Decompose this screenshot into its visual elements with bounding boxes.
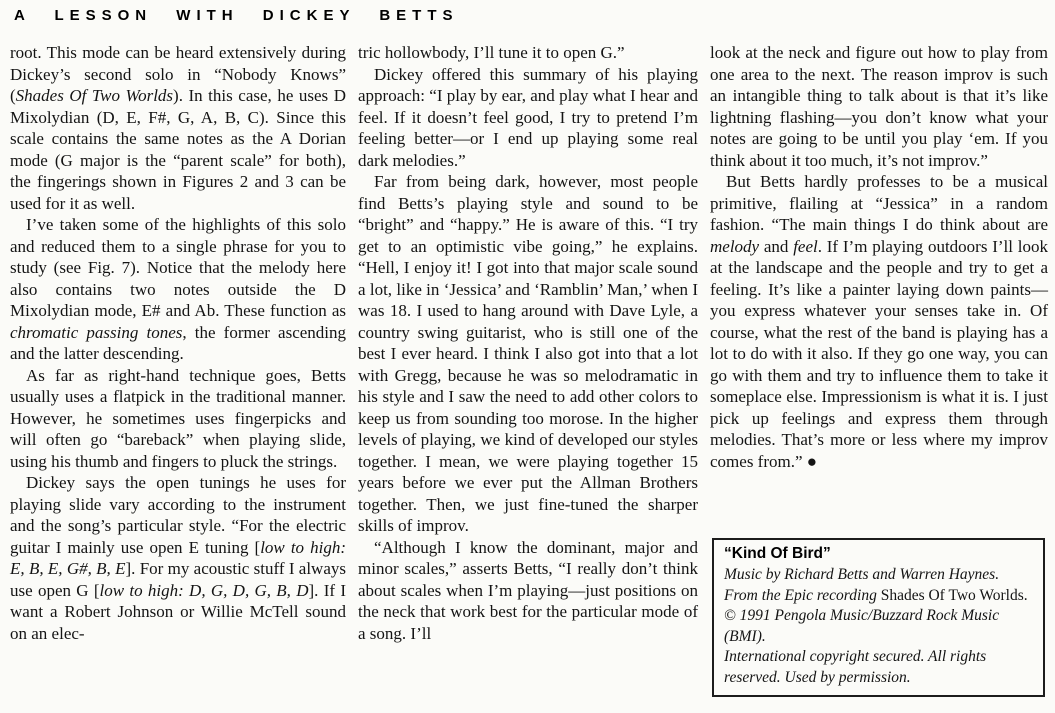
credit-line-composers: [724, 565, 1033, 586]
text-segment: melody: [710, 236, 760, 256]
credit-line-copyright: [724, 606, 1033, 647]
paragraph: [358, 42, 698, 64]
text-segment: Dickey offered this summary of his playing approach: “I play by ear, and play what I hear and feel. If it doesn’t feel good, I try to pretend I’m feeling better—or I end up playing some real dark melodies.”: [358, 64, 698, 170]
credit-box-body: [724, 565, 1033, 688]
text-segment: . If I’m playing outdoors I’ll look at the landscape and the people and try to get a feeling. It’s like a painter laying down paints—you express whatever your senses take in. Of course, what the rest of the band is playing has a lot to do with it also. If they go one way, you can go with them and try to influence them to take it someplace else. Impressionism is what it is. I just pick up feelings and express them through melodies. That’s more or less where my improv comes from.”: [710, 236, 1049, 471]
text-segment: low to high: E, B, E, G#, B, E: [10, 537, 347, 578]
text-segment: ]. If I want a Robert Johnson or Willie McTell sound on an elec-: [10, 580, 346, 643]
text-segment: feel: [793, 236, 818, 256]
text-segment: Shades Of Two Worlds.: [880, 586, 1028, 604]
text-segment: As far as right-hand technique goes, Betts usually uses a flatpick in the traditional manner. However, he sometimes uses fingerpicks and will often go “bareback” when playing slide, using his thumb and fingers to pluck the strings.: [10, 365, 346, 471]
paragraph: [10, 42, 346, 214]
article-column-3: [710, 42, 1048, 472]
text-segment: I’ve taken some of the highlights of this solo and reduced them to a single phrase for you to study (see Fig. 7). Notice that the melody here also contains two notes outside the D Mixolydian mode, E# and Ab. These function as: [10, 215, 346, 320]
text-segment: , the former ascending and the latter descending.: [10, 322, 347, 363]
text-segment: tric hollowbody, I’ll tune it to open G.”: [358, 43, 625, 62]
paragraph: [10, 472, 346, 644]
masthead: [14, 7, 459, 24]
text-segment: ). In this case, he uses D Mixolydian (D, E, F#, G, A, B, C). Since this scale contains the same notes as the A Dorian mode (G major is the “parent scale” for both), the fingerings shown in Figures 2 and 3 can be used for it as well.: [10, 86, 346, 213]
credit-line-rights: [724, 647, 1033, 688]
credit-box-title: “Kind Of Bird”: [724, 545, 831, 562]
paragraph: [710, 42, 1048, 171]
paragraph: [10, 214, 346, 365]
text-segment: But Betts hardly professes to be a musical primitive, flailing at “Jessica” in a random fashion. “The main things I do think about are: [710, 172, 1048, 234]
text-segment: Far from being dark, however, most people find Betts’s playing style and sound to be “bright” and “happy.” He is aware of this. “I try get to an optimistic vibe going,” he explains. “Hell, I enjoy it! I got into that major scale sound a lot, like in ‘Jessica’ and ‘Ramblin’ Man,’ when I was 18. I used to hang around with Dave Lyle, a country swing guitarist, who is still one of the best I ever heard. I think I also got into that a lot with Gregg, because he was so melodramatic in his style and I saw the need to add other colors to keep us from sounding too morose. In the higher levels of playing, we kind of developed our styles together. I mean, we were playing together 15 years before we ever put the Allman Brothers together. Then, we just fine-tuned the sharper skills of improv.: [358, 172, 698, 535]
page-title: A LESSON WITH DICKEY BETTS: [14, 7, 459, 24]
text-segment: and: [759, 236, 794, 256]
text-segment: From the Epic recording: [724, 586, 881, 604]
text-segment: chromatic passing tones: [10, 322, 183, 342]
paragraph: [10, 365, 346, 473]
article-column-2: [358, 42, 698, 644]
text-segment: Dickey says the open tunings he uses for playing slide vary according to the instrument and the song’s particular style. “For the electric guitar I mainly use open E tuning [: [10, 473, 346, 557]
text-segment: root. This mode can be heard extensively during Dickey’s second solo in “Nobody Knows” (: [10, 43, 346, 105]
end-of-article-mark: ●: [806, 451, 818, 471]
paragraph: [358, 64, 698, 172]
paragraph: [358, 171, 698, 537]
text-segment: low to high: D, G, D, G, B, D: [99, 580, 309, 600]
text-segment: International copyright secured. All rights reserved. Used by permission.: [724, 648, 987, 686]
paragraph: [710, 171, 1048, 472]
article-column-1: [10, 42, 346, 644]
credit-line-recording: [724, 586, 1033, 607]
song-credit-box: [712, 538, 1045, 697]
text-segment: Shades Of Two Worlds: [15, 86, 174, 105]
text-segment: “Although I know the dominant, major and minor scales,” asserts Betts, “I really don’t think about scales when I’m playing—just positions on the neck that work best for the particular mode of a song. I’ll: [358, 537, 698, 643]
text-segment: Music by Richard Betts and Warren Haynes.: [724, 566, 1000, 583]
text-segment: look at the neck and figure out how to play from one area to the next. The reason improv is such an intangible thing to talk about is that it’s like lightning flashing—you don’t know what your notes are going to be until you play ‘em. If you think about it too much, it’s not improv.”: [710, 43, 1048, 170]
text-segment: © 1991 Pengola Music/Buzzard Rock Music (BMI).: [724, 607, 1000, 645]
paragraph: [358, 537, 698, 645]
text-segment: ]. For my acoustic stuff I always use open G [: [10, 559, 346, 600]
